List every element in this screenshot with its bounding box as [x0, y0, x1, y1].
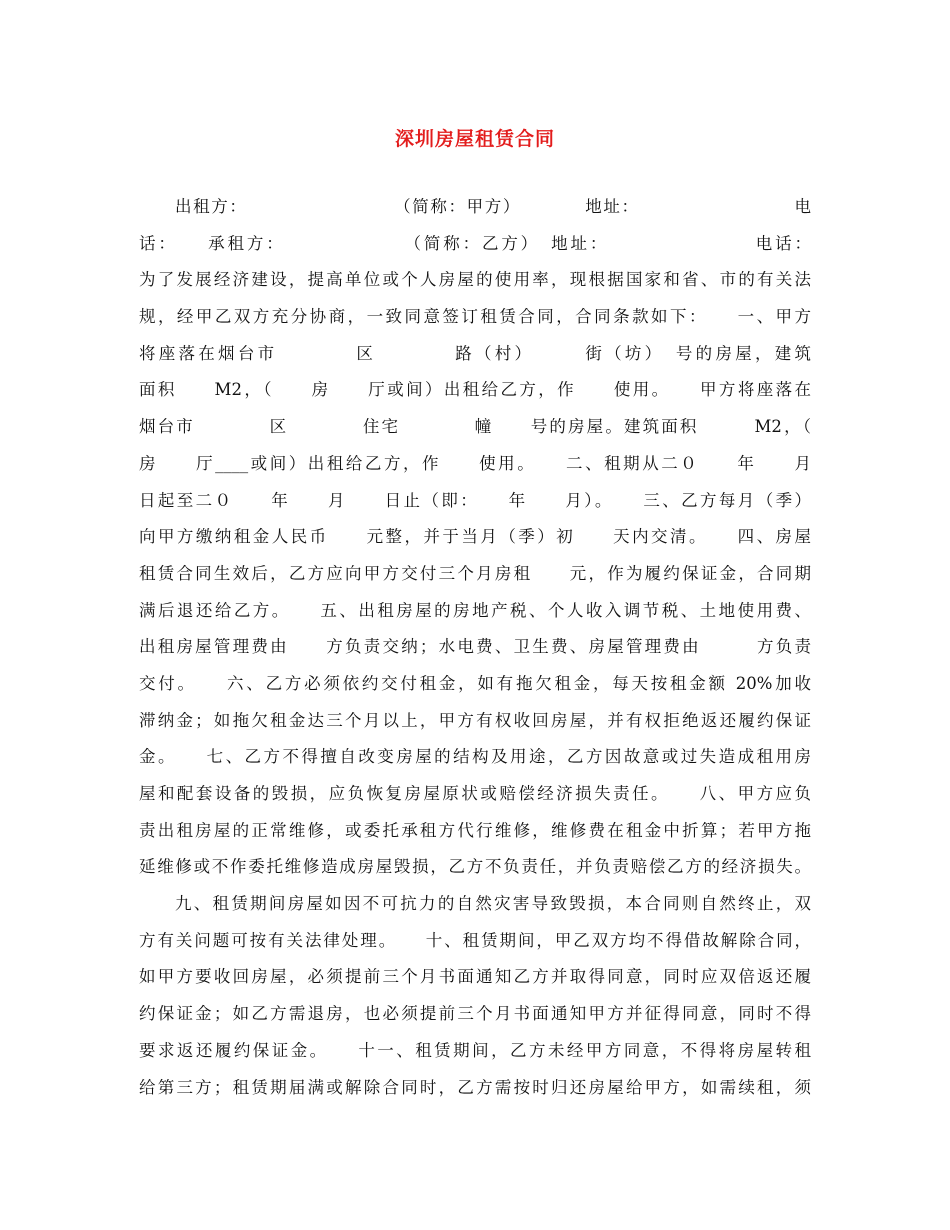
text-line: 为了发展经济建设，提高单位或个人房屋的使用率，现根据国家和省、市的有关法 [139, 270, 811, 290]
text-line: 滞纳金；如拖欠租金达三个月以上，甲方有权收回房屋，并有权拒绝返还履约保证 [139, 710, 811, 730]
text-line: 向甲方缴纳租金人民币 元整，并于当月（季）初 天内交清。 四、房屋 [139, 527, 811, 547]
document-title: 深圳房屋租赁合同 [394, 128, 555, 150]
text-line: 责出租房屋的正常维修，或委托承租方代行维修，维修费在租金中折算；若甲方拖 [139, 820, 811, 840]
text-line: 规，经甲乙双方充分协商，一致同意签订租赁合同，合同条款如下： 一、甲方 [139, 307, 811, 327]
text-line: 烟台市 区 住宅 幢 号的房屋。建筑面积 M2，（ [139, 417, 811, 437]
text-line: 约保证金；如乙方需退房，也必须提前三个月书面通知甲方并征得同意，同时不得 [139, 1004, 811, 1024]
document-body [139, 189, 811, 1106]
text-line: 出租方： （简称：甲方） 地址： 电 [175, 197, 811, 216]
text-line: 给第三方；租赁期届满或解除合同时，乙方需按时归还房屋给甲方，如需续租，须 [139, 1077, 811, 1097]
text-line: 延维修或不作委托维修造成房屋毁损，乙方不负责任，并负责赔偿乙方的经济损失。 [139, 857, 811, 877]
text-line: 满后退还给乙方。 五、出租房屋的房地产税、个人收入调节税、土地使用费、 [139, 600, 811, 620]
text-line: 将座落在烟台市 区 路（村） 街（坊） 号的房屋，建筑 [139, 343, 811, 363]
text-line: 出租房屋管理费由 方负责交纳；水电费、卫生费、房屋管理费由 方负责 [139, 637, 811, 657]
text-line: 话： 承租方： （简称：乙方） 地址： 电话： [139, 233, 811, 253]
text-line: 要求返还履约保证金。 十一、租赁期间，乙方未经甲方同意，不得将房屋转租 [139, 1040, 811, 1060]
text-line: 日起至二０ 年 月 日止（即： 年 月）。 三、乙方每月（季） [139, 490, 811, 510]
text-line: 如甲方要收回房屋，必须提前三个月书面通知乙方并取得同意，同时应双倍返还履 [139, 967, 811, 987]
text-line: 方有关问题可按有关法律处理。 十、租赁期间，甲乙双方均不得借故解除合同， [139, 930, 811, 950]
text-line: 九、租赁期间房屋如因不可抗力的自然灾害导致毁损，本合同则自然终止，双 [175, 894, 811, 914]
text-line: 房 厅____或间）出租给乙方，作 使用。 二、租期从二０ 年 月 [139, 453, 811, 473]
text-line: 交付。 六、乙方必须依约交付租金，如有拖欠租金，每天按租金额 20%加收 [139, 673, 811, 693]
text-line: 金。 七、乙方不得擅自改变房屋的结构及用途，乙方因故意或过失造成租用房 [139, 747, 811, 767]
text-line: 租赁合同生效后，乙方应向甲方交付三个月房租 元，作为履约保证金，合同期 [139, 563, 811, 583]
text-line: 屋和配套设备的毁损，应负恢复房屋原状或赔偿经济损失责任。 八、甲方应负 [139, 784, 811, 803]
text-line: 面积 M2，（ 房 厅或间）出租给乙方，作 使用。 甲方将座落在 [139, 380, 811, 400]
